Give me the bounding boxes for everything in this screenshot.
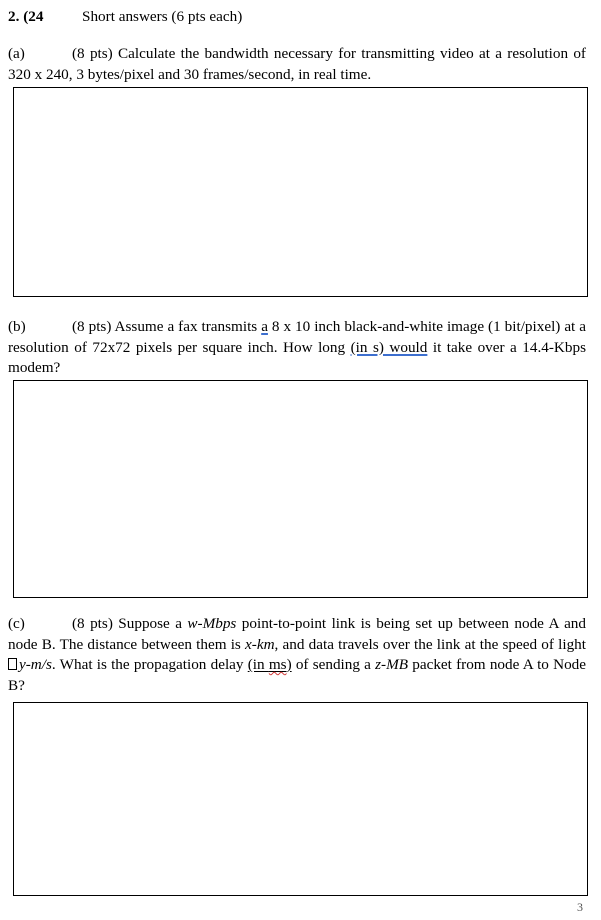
spelling-underline-ms: ms xyxy=(268,656,287,673)
question-b-text: (b) (8 pts) Assume a fax transmits a 8 x 10 inch black-and-white image (1 bit/pixel) at a resolution of 72x72 pixels per square inch. How long (in s) would it take over a 14.4-Kbps modem? xyxy=(8,318,586,376)
missing-glyph-icon xyxy=(8,658,17,670)
question-title: Short answers (6 pts each) xyxy=(82,8,243,25)
var-z: z-MB xyxy=(375,656,409,673)
question-b-label: (b) xyxy=(8,318,26,335)
var-w: w-Mbps xyxy=(187,615,237,632)
answer-box-c[interactable] xyxy=(13,702,588,896)
question-a-label: (a) xyxy=(8,45,25,62)
answer-box-a[interactable] xyxy=(13,87,588,297)
question-a-text: (a) (8 pts) Calculate the bandwidth necessary for transmitting video at a resolution of 320 x 240, 3 bytes/pixel and 30 frames/second, in real time. xyxy=(8,45,586,83)
question-number: 2. (24 xyxy=(8,8,44,25)
underline-in-ms: (in ms) xyxy=(247,656,292,673)
question-c-label: (c) xyxy=(8,615,25,632)
grammar-underline-in-s: (in s) would xyxy=(350,338,428,356)
var-y: y-m/s xyxy=(19,656,52,673)
grammar-underline-a: a xyxy=(261,318,268,335)
question-header xyxy=(8,8,242,26)
var-x: x-km xyxy=(245,635,275,653)
question-c-text: (c) (8 pts) Suppose a w-Mbps point-to-point link is being set up between node A and node B. The distance between them is x-km, and data travels over the link at the speed of light y-m/s. What is the propagation delay (in ms) of sending a z-MB packet from node A to Node B? xyxy=(8,615,586,694)
answer-box-b[interactable] xyxy=(13,380,588,598)
page-number: 3 xyxy=(577,900,583,914)
